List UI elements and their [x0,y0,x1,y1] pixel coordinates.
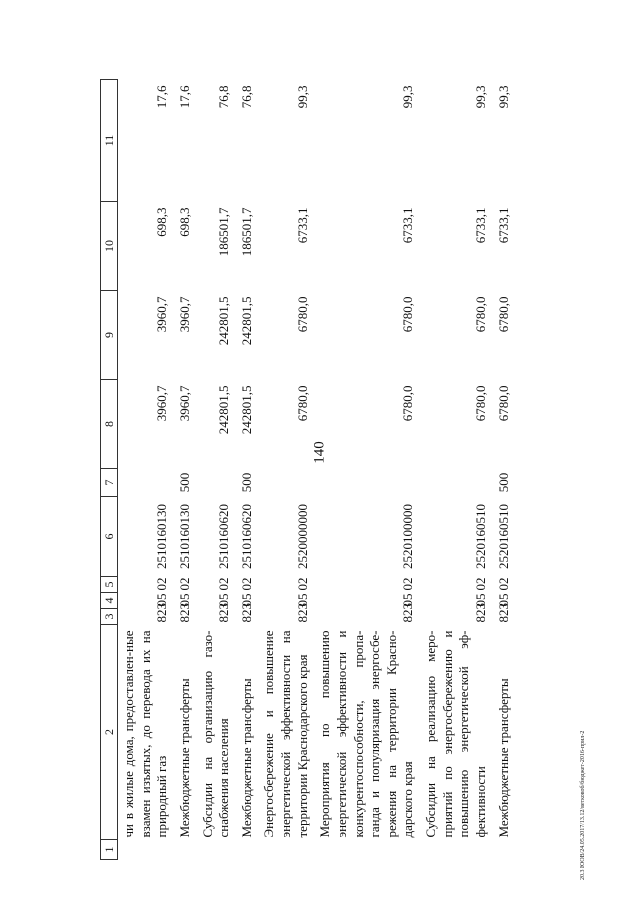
header-cell: 9 [101,291,118,380]
cell-empty [236,840,259,860]
cell-name: Межбюджетные трансферты [495,678,511,838]
cell-rz: 05 [294,593,310,607]
cell-v11: 17,6 [154,85,170,109]
rotated-table-area [100,80,620,860]
cell-empty [420,840,493,860]
cell-v11: 99,3 [472,85,488,109]
cell-v9: 6780,0 [495,296,511,333]
cell-name: Энергосбережение и повышение энергетической эффективности на территории Краснодарского края [261,630,310,838]
cell-rz: 05 [400,593,416,607]
cell-ved: 823 [495,603,511,623]
cell-pr: 02 [176,577,192,591]
header-cell: 3 [101,609,118,625]
cell-ved: 823 [472,603,488,623]
cell-rz: 05 [216,593,232,607]
cell-v10: 698,3 [154,207,170,237]
cell-pr: 02 [238,577,254,591]
cell-v10: 698,3 [176,207,192,237]
cell-csr: 2510160620 [216,504,232,569]
cell-ved: 823 [154,603,170,623]
cell-pr: 02 [216,577,232,591]
table-row [420,80,493,860]
header-cell: 8 [101,380,118,469]
cell-pr: 02 [154,577,170,591]
cell-ved: 823 [294,603,310,623]
cell-v9: 3960,7 [154,296,170,333]
cell-vr [258,469,314,497]
page-number: 140 [311,441,328,464]
cell-v8: 6780,0 [400,385,416,422]
cell-rz: 05 [238,593,254,607]
cell-v11: 99,3 [495,85,511,109]
cell-ved: 823 [238,603,254,623]
cell-v9: 242801,5 [238,296,254,346]
cell-vr [197,469,236,497]
cell-pr: 02 [400,577,416,591]
table-row [236,80,259,860]
cell-v8: 6780,0 [472,385,488,422]
cell-vr: 500 [495,472,511,493]
cell-v9: 6780,0 [472,296,488,333]
cell-name: чи в жилые дома, предоставлен-ные взамен изъятых, до перевода их на природный газ [121,630,170,838]
cell-name: Межбюджетные трансферты [238,678,254,838]
cell-v9: 3960,7 [176,296,192,333]
cell-v8: 242801,5 [216,385,232,435]
cell-rz: 05 [472,593,488,607]
cell-ved: 823 [176,603,192,623]
cell-v11: 76,8 [216,85,232,109]
cell-pr: 02 [495,577,511,591]
table-row [493,80,516,860]
cell-pr: 02 [294,577,310,591]
cell-name: Субсидии на реализацию меро-приятий по энергосбережению и повышению энергетической эф-фективности [423,630,488,838]
cell-v8: 3960,7 [154,385,170,422]
header-cell: 5 [101,577,118,593]
cell-csr: 2520160510 [472,504,488,569]
table-row [197,80,236,860]
cell-name: Субсидии на организацию газо-снабжения населения [199,630,232,838]
cell-vr [420,469,493,497]
cell-v8: 6780,0 [495,385,511,422]
cell-v10: 6733,1 [400,207,416,244]
budget-table [100,79,515,860]
header-cell: 6 [101,497,118,577]
cell-rz: 05 [495,593,511,607]
cell-empty [493,840,516,860]
header-cell: 10 [101,202,118,291]
table-body [118,80,516,860]
header-cell: 1 [101,840,118,860]
header-cell: 7 [101,469,118,497]
cell-empty [118,840,174,860]
cell-v8: 242801,5 [238,385,254,435]
cell-v10: 186501,7 [238,207,254,257]
header-cell: 4 [101,593,118,609]
table-row [314,80,420,860]
cell-csr: 2510160130 [154,504,170,569]
header-cell: 2 [101,625,118,840]
table-row [258,80,314,860]
cell-vr [314,469,420,497]
table-row [118,80,174,860]
cell-csr: 2520160510 [495,504,511,569]
cell-vr: 500 [238,472,254,493]
cell-csr: 2520100000 [400,504,416,569]
cell-v11: 99,3 [400,85,416,109]
cell-vr [118,469,174,497]
cell-v9: 6780,0 [400,296,416,333]
footer-note: 20.3 ЮОВ/24.05.2017/13.12/ветковоб/бюджет-2016-прил-2 [580,730,586,880]
table-row [174,80,197,860]
cell-name: Межбюджетные трансферты [176,678,192,838]
cell-rz: 05 [154,593,170,607]
cell-v10: 6733,1 [472,207,488,244]
cell-csr: 2520000000 [294,504,310,569]
cell-v11: 99,3 [294,85,310,109]
cell-v8: 3960,7 [176,385,192,422]
cell-vr: 500 [176,472,192,493]
cell-empty [258,840,314,860]
cell-v8: 6780,0 [294,385,310,422]
cell-v10: 6733,1 [294,207,310,244]
cell-pr: 02 [472,577,488,591]
header-row [101,80,118,860]
cell-rz: 05 [176,593,192,607]
cell-v10: 6733,1 [495,207,511,244]
cell-ved: 823 [216,603,232,623]
cell-v9: 6780,0 [294,296,310,333]
cell-v9: 242801,5 [216,296,232,346]
cell-ved: 823 [400,603,416,623]
cell-v11: 17,6 [176,85,192,109]
cell-empty [197,840,236,860]
cell-csr: 2510160130 [176,504,192,569]
header-cell: 11 [101,80,118,202]
cell-empty [174,840,197,860]
cell-empty [314,840,420,860]
cell-name: Мероприятия по повышению энергетической эффективности и конкурентоспособности, пропа-ганда и популяризация энергосбе-режения на территории Красно-дарского края [317,630,416,838]
cell-v10: 186501,7 [216,207,232,257]
cell-v11: 76,8 [238,85,254,109]
cell-csr: 2510160620 [238,504,254,569]
